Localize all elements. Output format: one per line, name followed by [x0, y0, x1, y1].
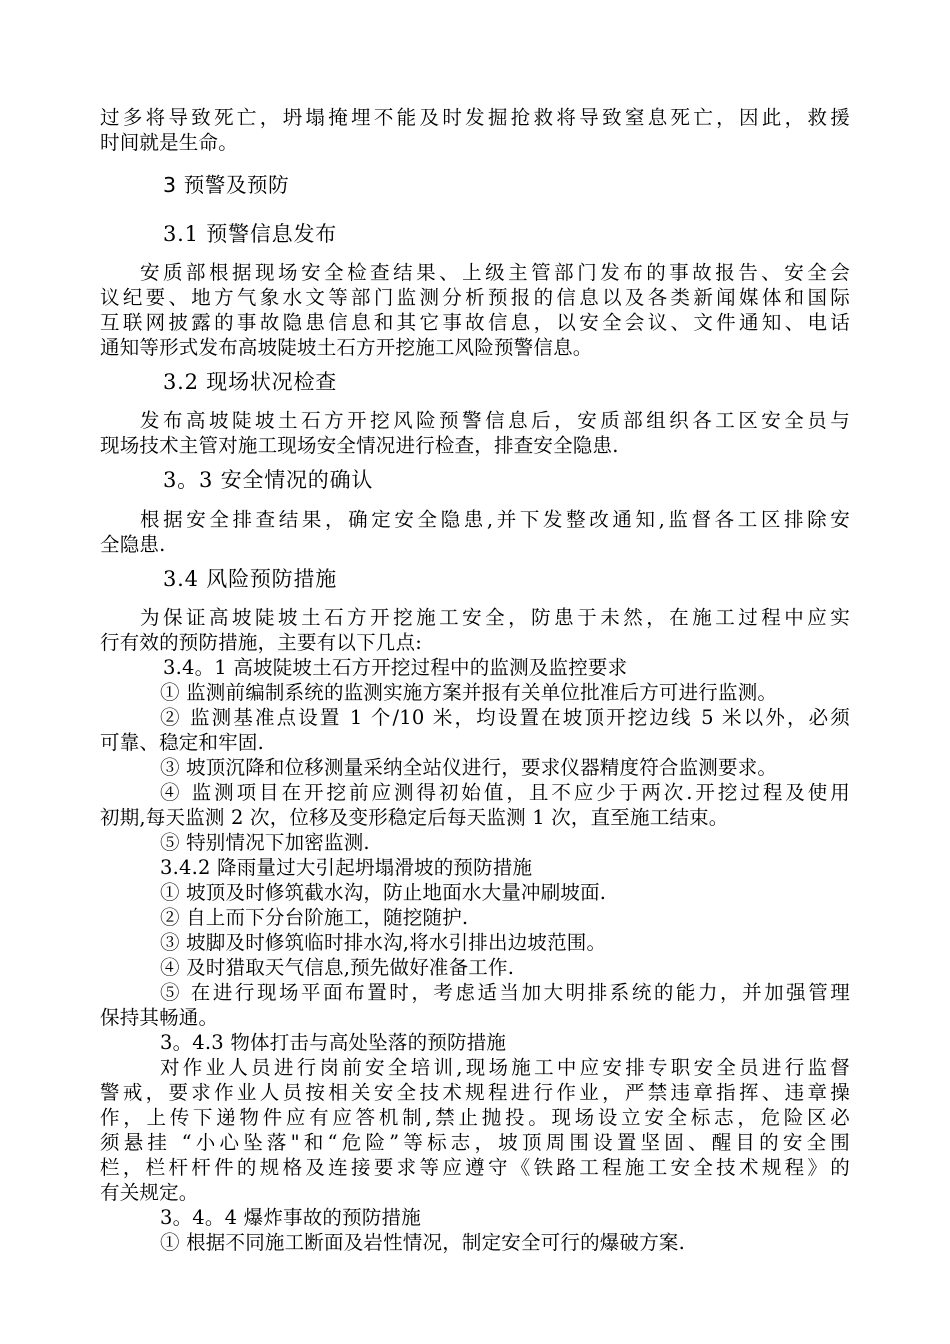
subsection-heading: 3.1 预警信息发布 [163, 222, 338, 246]
paragraph-line: 为保证高坡陡坡土石方开挖施工安全，防患于未然，在施工过程中应实 [140, 606, 850, 629]
paragraph-line: 安质部根据现场安全检查结果、上级主管部门发布的事故报告、安全会 [140, 261, 850, 284]
subsubsection-heading: 3.4.2 降雨量过大引起坍塌滑坡的预防措施 [160, 856, 533, 879]
section-heading: 3 预警及预防 [163, 173, 290, 197]
list-item-continuation: 可靠、稳定和牢固. [100, 731, 264, 754]
list-item-continuation: 保持其畅通。 [100, 1006, 219, 1029]
paragraph-line: 有关规定。 [100, 1181, 199, 1204]
list-item: ② 自上而下分台阶施工，随挖随护. [160, 906, 469, 929]
list-item: ④ 监测项目在开挖前应测得初始值，且不应少于两次.开挖过程及使用 [160, 781, 850, 804]
paragraph-line: 全隐患. [100, 533, 166, 556]
subsection-heading: 3.4 风险预防措施 [163, 567, 338, 591]
list-item: ③ 坡脚及时修筑临时排水沟,将水引排出边坡范围。 [160, 931, 607, 954]
paragraph-line: 作，上传下递物件应有应答机制,禁止抛投。现场设立安全标志，危险区必 [100, 1106, 850, 1129]
list-item: ④ 及时猎取天气信息,预先做好准备工作. [160, 956, 515, 979]
list-item: ① 监测前编制系统的监测实施方案并报有关单位批准后方可进行监测。 [160, 681, 778, 704]
list-item: ③ 坡顶沉降和位移测量采纳全站仪进行，要求仪器精度符合监测要求。 [160, 756, 778, 779]
subsubsection-heading: 3。4。4 爆炸事故的预防措施 [160, 1206, 421, 1229]
subsubsection-heading: 3。4.3 物体打击与高处坠落的预防措施 [160, 1031, 507, 1054]
paragraph-line: 须悬挂 “小心坠落"和“危险”等标志，坡顶周围设置坚固、醒目的安全围 [100, 1131, 850, 1154]
paragraph-line: 通知等形式发布高坡陡坡土石方开挖施工风险预警信息。 [100, 336, 593, 359]
paragraph-line: 警戒，要求作业人员按相关安全技术规程进行作业，严禁违章指挥、违章操 [100, 1081, 850, 1104]
paragraph-line: 发布高坡陡坡土石方开挖风险预警信息后，安质部组织各工区安全员与 [140, 409, 850, 432]
list-item: ① 根据不同施工断面及岩性情况，制定安全可行的爆破方案. [160, 1231, 685, 1254]
paragraph-line: 对作业人员进行岗前安全培训,现场施工中应安排专职安全员进行监督 [160, 1056, 850, 1079]
list-item: ② 监测基准点设置 1 个/10 米，均设置在坡顶开挖边线 5 米以外，必须 [160, 706, 850, 729]
paragraph-line: 互联网披露的事故隐患信息和其它事故信息，以安全会议、文件通知、电话 [100, 311, 850, 334]
paragraph-line: 议纪要、地方气象水文等部门监测分析预报的信息以及各类新闻媒体和国际 [100, 286, 850, 309]
list-item: ① 坡顶及时修筑截水沟，防止地面水大量冲刷坡面. [160, 881, 607, 904]
subsubsection-heading: 3.4。1 高坡陡坡土石方开挖过程中的监测及监控要求 [163, 656, 628, 679]
paragraph-line: 时间就是生命。 [100, 131, 238, 154]
paragraph-line: 现场技术主管对施工现场安全情况进行检查，排查安全隐患. [100, 434, 619, 457]
list-item-continuation: 初期,每天监测 2 次，位移及变形稳定后每天监测 1 次，直至施工结束。 [100, 806, 729, 829]
paragraph-line: 过多将导致死亡，坍塌掩埋不能及时发掘抢救将导致窒息死亡，因此，救援 [100, 106, 850, 129]
list-item: ⑤ 在进行现场平面布置时，考虑适当加大明排系统的能力，并加强管理 [160, 981, 850, 1004]
paragraph-line: 行有效的预防措施，主要有以下几点: [100, 631, 422, 654]
subsection-heading: 3.2 现场状况检查 [163, 370, 338, 394]
subsection-heading: 3。3 安全情况的确认 [163, 468, 374, 492]
list-item: ⑤ 特别情况下加密监测. [160, 831, 370, 854]
paragraph-line: 栏，栏杆杆件的规格及连接要求等应遵守《铁路工程施工安全技术规程》的 [100, 1156, 850, 1179]
paragraph-line: 根据安全排查结果，确定安全隐患,并下发整改通知,监督各工区排除安 [140, 508, 850, 531]
